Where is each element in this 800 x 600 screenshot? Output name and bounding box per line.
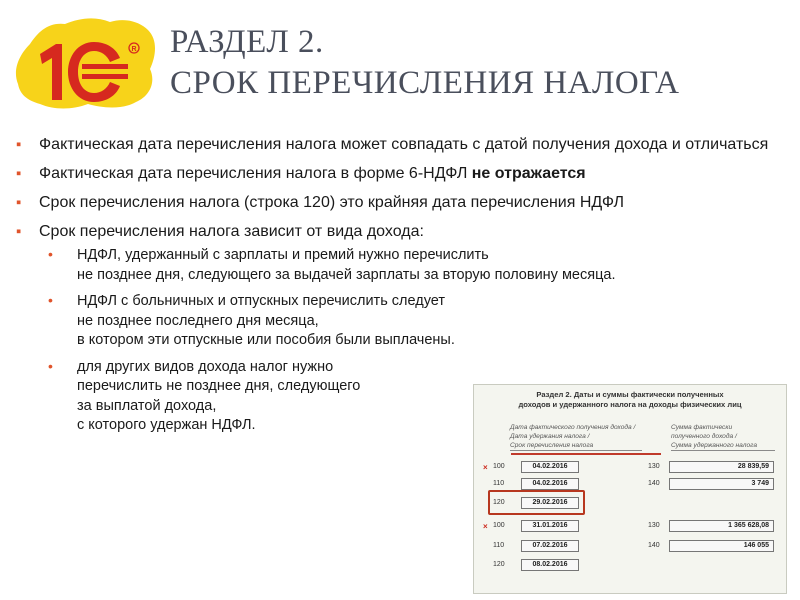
- sub-bullet-marker-icon: •: [48, 292, 53, 308]
- sub-bullet-line: с которого удержан НДФЛ.: [77, 417, 256, 433]
- required-marker-icon: ×: [483, 463, 488, 472]
- title-line-2: СРОК ПЕРЕЧИСЛЕНИЯ НАЛОГА: [170, 65, 680, 101]
- row-code: 130: [648, 522, 660, 529]
- row-code: 120: [493, 499, 505, 506]
- date-field: 31.01.2016: [521, 520, 579, 532]
- bullet-marker-icon: ▪: [16, 194, 22, 211]
- bullet-text: Срок перечисления налога (строка 120) это крайняя дата перечисления НДФЛ: [39, 194, 625, 211]
- column-header-line: Сумма фактически: [671, 424, 733, 431]
- row-code: 110: [493, 542, 505, 549]
- 1c-logo-icon: [10, 14, 160, 114]
- column-header-line: Дата удержания налога /: [510, 433, 590, 440]
- date-field: 04.02.2016: [521, 478, 579, 490]
- sub-bullet-line: за выплатой дохода,: [77, 397, 217, 414]
- row-code: 100: [493, 463, 505, 470]
- bullet-item: [14, 163, 790, 184]
- bullet-marker-icon: ▪: [16, 165, 22, 182]
- form-row: [474, 559, 787, 575]
- bullet-marker-icon: ▪: [16, 223, 22, 240]
- bullet-item: [14, 134, 790, 155]
- row-code: 130: [648, 463, 660, 470]
- svg-text:R: R: [131, 46, 137, 53]
- red-underline-highlight: [511, 453, 661, 455]
- sub-bullet-item: [14, 292, 790, 351]
- sub-bullet-marker-icon: •: [48, 357, 53, 374]
- date-field: 08.02.2016: [521, 559, 579, 571]
- column-header-line: Дата фактического получения дохода /: [510, 424, 636, 431]
- row-code: 140: [648, 480, 660, 487]
- sub-bullet-line: не позднее дня, следующего за выдачей зарплаты за вторую половину месяца.: [77, 266, 616, 283]
- form-left-column-header: [510, 423, 642, 451]
- sub-bullet-marker-icon: •: [48, 246, 53, 262]
- amount-field: 3 749: [669, 478, 774, 490]
- column-header-line: Сумма удержанного налога: [671, 442, 757, 449]
- sub-bullet-line: для других видов дохода налог нужно: [77, 358, 334, 375]
- sub-bullet-line: НДФЛ с больничных и отпускных перечислить следует: [77, 293, 446, 309]
- bullet-item: [14, 192, 790, 213]
- row-code: 110: [493, 480, 505, 487]
- date-field: 07.02.2016: [521, 540, 579, 552]
- form-row: [474, 520, 787, 536]
- amount-field: 146 055: [669, 540, 774, 552]
- row-code: 140: [648, 542, 660, 549]
- column-header-line: полученного дохода /: [671, 433, 737, 440]
- form-row: [474, 461, 787, 477]
- bullet-item: [14, 221, 790, 242]
- bullet-text: Фактическая дата перечисления налога может совпадать с датой получения дохода и отличаться: [39, 136, 769, 153]
- highlight-frame: [488, 490, 585, 515]
- title-line-1: РАЗДЕЛ 2.: [170, 24, 324, 60]
- ndfl-form-section-2: [473, 384, 787, 594]
- row-code: 100: [493, 522, 505, 529]
- required-marker-icon: ×: [483, 522, 488, 531]
- date-field: 29.02.2016: [521, 497, 579, 509]
- form-right-column-header: [671, 423, 775, 451]
- bullet-marker-icon: ▪: [16, 136, 22, 153]
- sub-bullet-item: [14, 246, 790, 285]
- bullet-text: Срок перечисления налога зависит от вида дохода:: [39, 223, 424, 240]
- logo-1c: [10, 14, 160, 114]
- date-field: 04.02.2016: [521, 461, 579, 473]
- row-code: 120: [493, 561, 505, 568]
- bullet-text-bold: не отражается: [471, 165, 586, 182]
- sub-bullet-line: перечислить не позднее дня, следующего: [77, 378, 361, 394]
- form-title-line: доходов и удержанного налога на доходы физических лиц: [518, 400, 742, 409]
- form-row: [474, 540, 787, 556]
- amount-field: 28 839,59: [669, 461, 774, 473]
- sub-bullet-line: в котором эти отпускные или пособия были выплачены.: [77, 332, 455, 348]
- column-header-line: Срок перечисления налога: [510, 442, 594, 449]
- sub-bullet-line: не позднее последнего дня месяца,: [77, 312, 319, 329]
- form-title: [474, 390, 786, 410]
- amount-field: 1 365 628,08: [669, 520, 774, 532]
- form-title-line: Раздел 2. Даты и суммы фактически полученных: [536, 390, 724, 399]
- page-title: [170, 22, 790, 104]
- bullet-text: Фактическая дата перечисления налога в форме 6-НДФЛ: [39, 165, 472, 182]
- sub-bullet-line: НДФЛ, удержанный с зарплаты и премий нужно перечислить: [77, 247, 489, 263]
